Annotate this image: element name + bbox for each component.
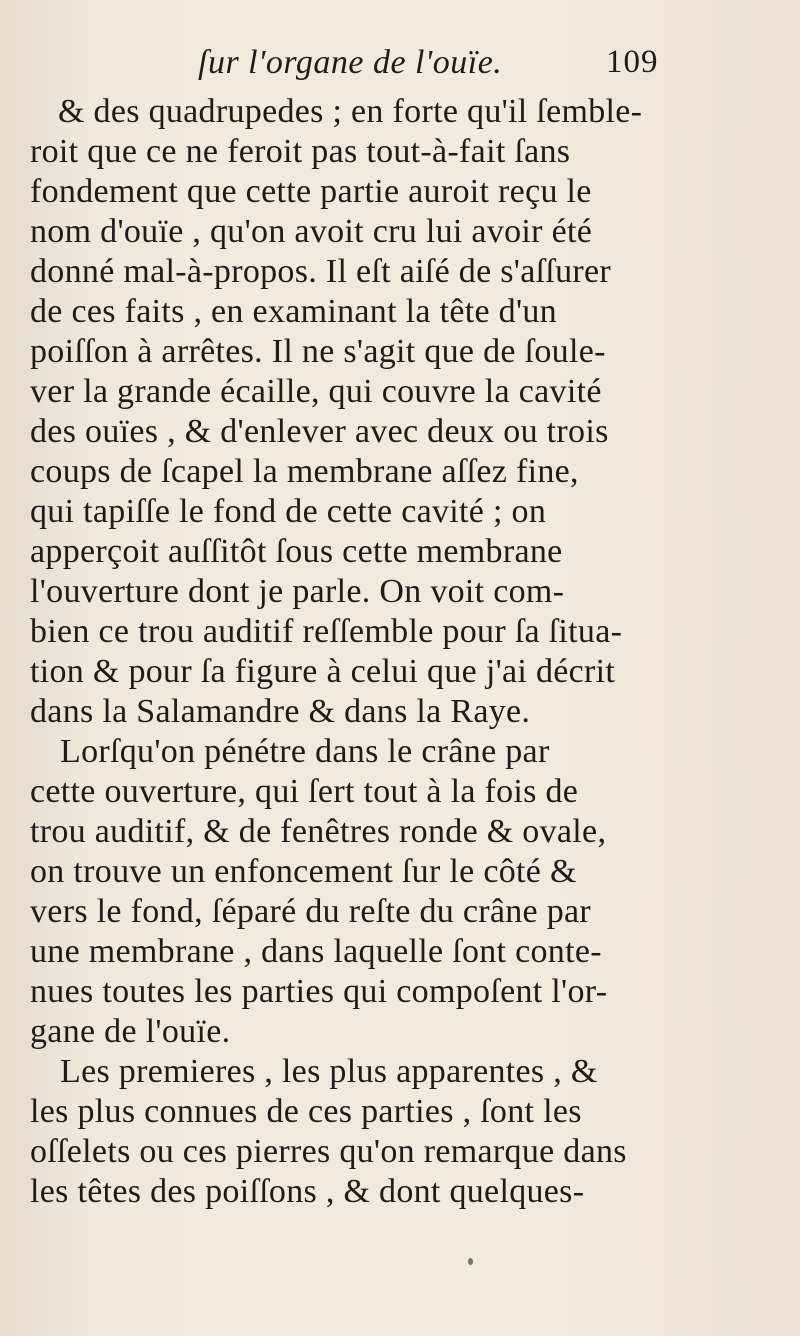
text-line: les plus connues de ces parties , ſont les: [30, 1093, 582, 1130]
text-line: de ces faits , en examinant la tête d'un: [30, 293, 557, 330]
text-line: trou auditif, & de fenêtres ronde & ovale,: [30, 813, 607, 850]
ink-spot: [468, 1258, 473, 1265]
text-line: des ouïes , & d'enlever avec deux ou trois: [30, 413, 609, 450]
text-line: gane de l'ouïe.: [30, 1013, 231, 1050]
text-line: donné mal-à-propos. Il eſt aiſé de s'aſſurer: [30, 253, 612, 290]
text-line: Lorſqu'on pénétre dans le crâne par: [60, 733, 550, 770]
running-title: ſur l'organe de l'ouïe.: [198, 44, 503, 81]
text-line: ver la grande écaille, qui couvre la cavité: [30, 373, 602, 410]
text-line: vers le fond, ſéparé du reſte du crâne par: [30, 893, 592, 930]
text-line: dans la Salamandre & dans la Raye.: [30, 693, 531, 730]
text-line: nom d'ouïe , qu'on avoit cru lui avoir été: [30, 213, 593, 250]
text-line: tion & pour ſa figure à celui que j'ai décrit: [30, 653, 616, 690]
text-line: on trouve un enfoncement ſur le côté &: [30, 853, 577, 890]
text-line: Les premieres , les plus apparentes , &: [60, 1053, 598, 1090]
text-line: coups de ſcapel la membrane aſſez fine,: [30, 453, 579, 490]
text-line: cette ouverture, qui ſert tout à la fois de: [30, 773, 579, 810]
text-line: qui tapiſſe le fond de cette cavité ; on: [30, 493, 547, 530]
text-line: & des quadrupedes ; en forte qu'il ſemble-: [58, 93, 643, 130]
page-number: 109: [606, 44, 659, 80]
text-line: une membrane , dans laquelle ſont conte-: [30, 933, 602, 970]
running-head: [0, 44, 800, 94]
text-line: apperçoit auſſitôt ſous cette membrane: [30, 533, 563, 570]
text-line: l'ouverture dont je parle. On voit com-: [30, 573, 565, 610]
text-line: oſſelets ou ces pierres qu'on remarque dans: [30, 1133, 627, 1170]
text-line: poiſſon à arrêtes. Il ne s'agit que de ſoule-: [30, 333, 606, 370]
text-line: les têtes des poiſſons , & dont quelques-: [30, 1173, 585, 1210]
text-line: fondement que cette partie auroit reçu le: [30, 173, 592, 210]
text-line: roit que ce ne feroit pas tout-à-fait ſans: [30, 133, 571, 170]
text-line: bien ce trou auditif reſſemble pour ſa ſitua-: [30, 613, 623, 650]
text-line: nues toutes les parties qui compoſent l'or-: [30, 973, 608, 1010]
